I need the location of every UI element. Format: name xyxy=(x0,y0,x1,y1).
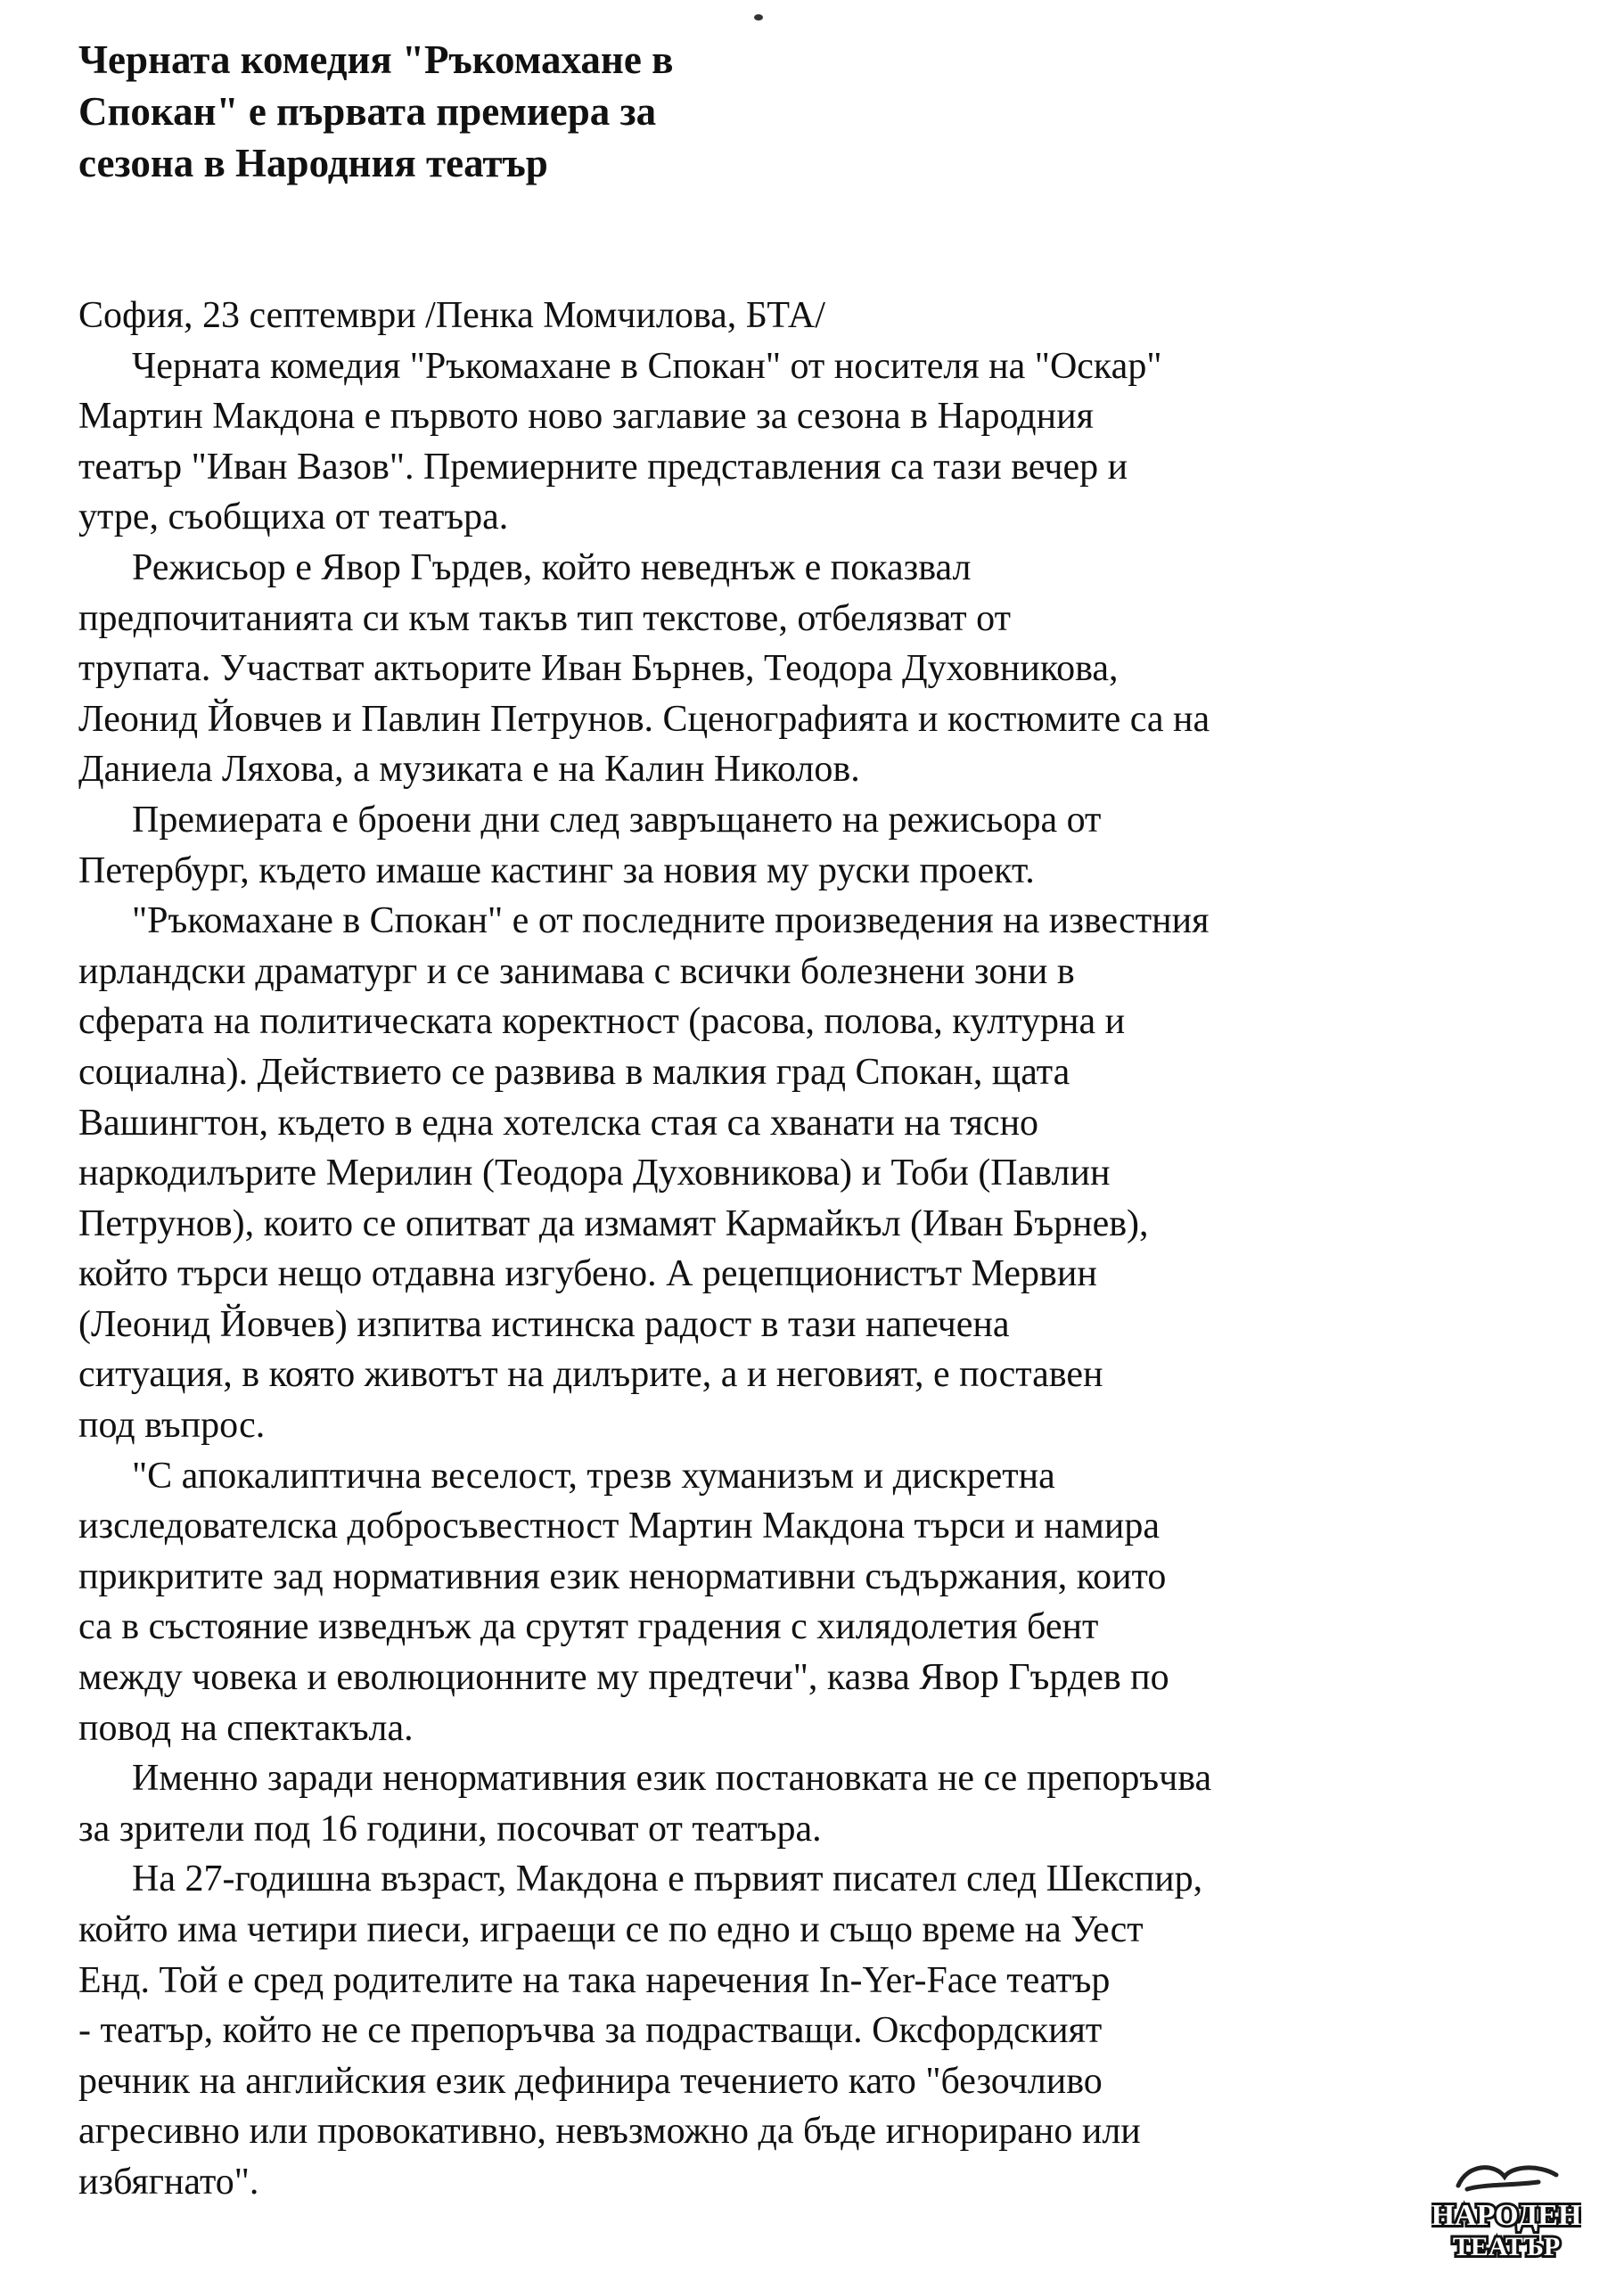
headline-line: сезона в Народния театър xyxy=(78,141,548,185)
paragraph-line: Енд. Той е сред родителите на така наречения In-Yer-Face театър xyxy=(78,1959,1111,2001)
paragraph-line: речник на английския език дефинира течението като "безочливо xyxy=(78,2060,1103,2102)
paragraph-line: Леонид Йовчев и Павлин Петрунов. Сценографията и костюмите са на xyxy=(78,698,1210,740)
paragraph-line: под въпрос. xyxy=(78,1405,266,1447)
article-body xyxy=(78,291,1469,2208)
paragraph-line: ирландски драматург и се занимава с всички болезнени зони в xyxy=(78,950,1075,992)
scan-speck xyxy=(754,14,763,21)
logo-word-national: НАРОДЕН xyxy=(1431,2199,1581,2232)
headline-line: Черната комедия "Ръкомахане в xyxy=(78,37,674,82)
paragraph-first-line: "С апокалиптична веселост, трезв хуманизъм и дискретна xyxy=(132,1455,1055,1497)
paragraph-line: наркодилърите Мерилин (Теодора Духовникова) и Тоби (Павлин xyxy=(78,1153,1111,1194)
paragraph-first-line: На 27-годишна възраст, Макдона е първият писател след Шекспир, xyxy=(132,1858,1203,1900)
paragraph-line: театър "Иван Вазов". Премиерните представления са тази вечер и xyxy=(78,446,1128,488)
paragraph-line: Петрунов), които се опитват да измамят Кармайкъл (Иван Бърнев), xyxy=(78,1202,1149,1244)
paragraph-line: изследователска добросъвестност Мартин Макдона търси и намира xyxy=(78,1506,1160,1547)
paragraph-line: са в състояние изведнъж да срутят градения с хилядолетия бент xyxy=(78,1606,1099,1648)
paragraph-line: между човека и еволюционните му предтечи", казва Явор Гърдев по xyxy=(78,1657,1169,1699)
paragraph-line: за зрители под 16 години, посочват от театъра. xyxy=(78,1808,822,1850)
paragraph-line: София, 23 септември /Пенка Момчилова, БТА/ xyxy=(78,295,825,336)
paragraph-first-line: Режисьор е Явор Гърдев, който неведнъж е показвал xyxy=(132,546,972,588)
paragraph-line: прикритите зад нормативния език ненормативни съдържания, които xyxy=(78,1555,1167,1597)
paragraph-first-line: Премиерата е броени дни след завръщането на режисьора от xyxy=(132,799,1102,841)
paragraph-line: - театър, който не се препоръчва за подрастващи. Оксфордският xyxy=(78,2010,1103,2052)
paragraph-line: избягнато". xyxy=(78,2161,259,2203)
logo-word-theatre: ТЕАТЪР xyxy=(1452,2232,1561,2261)
paragraph-line: ситуация, в която животът на дилърите, а и неговият, е поставен xyxy=(78,1354,1103,1396)
paragraph-line: предпочитанията си към такъв тип текстове, отбелязват от xyxy=(78,597,1011,639)
national-theatre-logo xyxy=(1431,2159,1581,2264)
paragraph-first-line: "Ръкомахане в Спокан" е от последните произведения на известния xyxy=(132,900,1210,942)
paragraph-first-line: Черната комедия "Ръкомахане в Спокан" от носителя на "Оскар" xyxy=(132,345,1162,387)
paragraph-line: социална). Действието се развива в малкия град Спокан, щата xyxy=(78,1051,1070,1093)
headline-line: Спокан" е първата премиера за xyxy=(78,89,657,134)
paragraph-line: Петербург, където имаше кастинг за новия му руски проект. xyxy=(78,849,1035,891)
paragraph-line: повод на спектакъла. xyxy=(78,1707,414,1749)
headline xyxy=(78,34,881,189)
paragraph-line: който търси нещо отдавна изгубено. А рецепционистът Мервин xyxy=(78,1253,1097,1295)
paragraph-line: трупата. Участват актьорите Иван Бърнев, Теодора Духовникова, xyxy=(78,648,1119,690)
paragraph-first-line: Именно заради ненормативния език постановката не се препоръчва xyxy=(132,1758,1212,1800)
paragraph-line: утре, съобщиха от театъра. xyxy=(78,496,509,538)
paragraph-line: Даниела Ляхова, а музиката е на Калин Николов. xyxy=(78,749,860,791)
paragraph-line: (Леонид Йовчев) изпитва истинска радост в тази напечена xyxy=(78,1303,1010,1345)
paragraph-line: който има четири пиеси, играещи се по едно и също време на Уест xyxy=(78,1909,1144,1950)
paragraph-line: сферата на политическата коректност (расова, полова, културна и xyxy=(78,1001,1126,1043)
paragraph-line: Вашингтон, където в една хотелска стая са хванати на тясно xyxy=(78,1102,1039,1144)
paragraph-line: Мартин Макдона е първото ново заглавие за сезона в Народния xyxy=(78,396,1094,438)
paragraph-line: агресивно или провокативно, невъзможно да бъде игнорирано или xyxy=(78,2111,1141,2153)
